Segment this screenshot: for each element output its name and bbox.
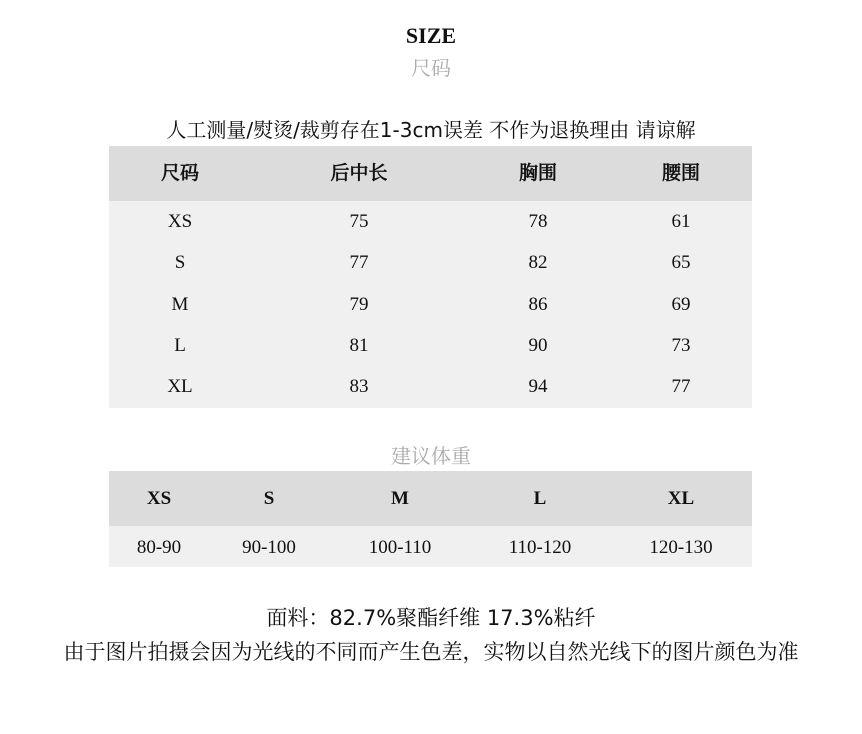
weight-table: [109, 471, 752, 567]
page-title: SIZE: [405, 23, 457, 48]
header-chest: 胸围: [518, 162, 558, 184]
back-length-cell: 81: [349, 335, 369, 356]
weight-section-title: 建议体重: [391, 444, 471, 468]
back-length-cell: 77: [349, 252, 369, 273]
measurement-note: 人工测量/熨烫/裁剪存在1-3cm误差 不作为退换理由 请谅解: [166, 118, 696, 142]
weight-header-s: S: [263, 488, 275, 509]
weight-header-l: L: [533, 488, 547, 509]
weight-header-xs: XS: [146, 488, 172, 509]
size-cell: L: [174, 335, 186, 356]
weight-header-m: M: [391, 488, 409, 509]
chest-cell: 94: [528, 376, 548, 397]
chest-cell: 90: [528, 335, 548, 356]
header-back-length: 后中长: [330, 162, 388, 184]
back-length-cell: 79: [349, 294, 369, 315]
size-table: [109, 146, 752, 408]
weight-cell-s: 90-100: [242, 537, 296, 558]
weight-cell-xs: 80-90: [136, 537, 182, 558]
size-cell: S: [174, 252, 186, 273]
waist-cell: 65: [671, 252, 691, 273]
size-cell: M: [171, 294, 189, 315]
weight-cell-m: 100-110: [368, 537, 432, 558]
size-table-header: [109, 146, 752, 201]
back-length-cell: 75: [349, 211, 369, 232]
weight-cell-l: 110-120: [508, 537, 572, 558]
weight-cell-xl: 120-130: [649, 537, 713, 558]
material-info: 面料：82.7%聚酯纤维 17.3%粘纤: [266, 606, 596, 630]
color-disclaimer: 由于图片拍摄会因为光线的不同而产生色差，实物以自然光线下的图片颜色为准: [63, 640, 799, 664]
chest-cell: 82: [528, 252, 548, 273]
waist-cell: 77: [671, 376, 691, 397]
chest-cell: 78: [528, 211, 548, 232]
weight-table-header: [109, 471, 752, 526]
waist-cell: 69: [671, 294, 691, 315]
header-waist: 腰围: [661, 162, 701, 184]
chest-cell: 86: [528, 294, 548, 315]
weight-header-xl: XL: [667, 488, 695, 509]
waist-cell: 73: [671, 335, 691, 356]
size-cell: XL: [167, 376, 193, 397]
header-size: 尺码: [160, 162, 200, 184]
back-length-cell: 83: [349, 376, 369, 397]
page-subtitle: 尺码: [411, 56, 451, 80]
waist-cell: 61: [671, 211, 691, 232]
size-cell: XS: [167, 211, 193, 232]
